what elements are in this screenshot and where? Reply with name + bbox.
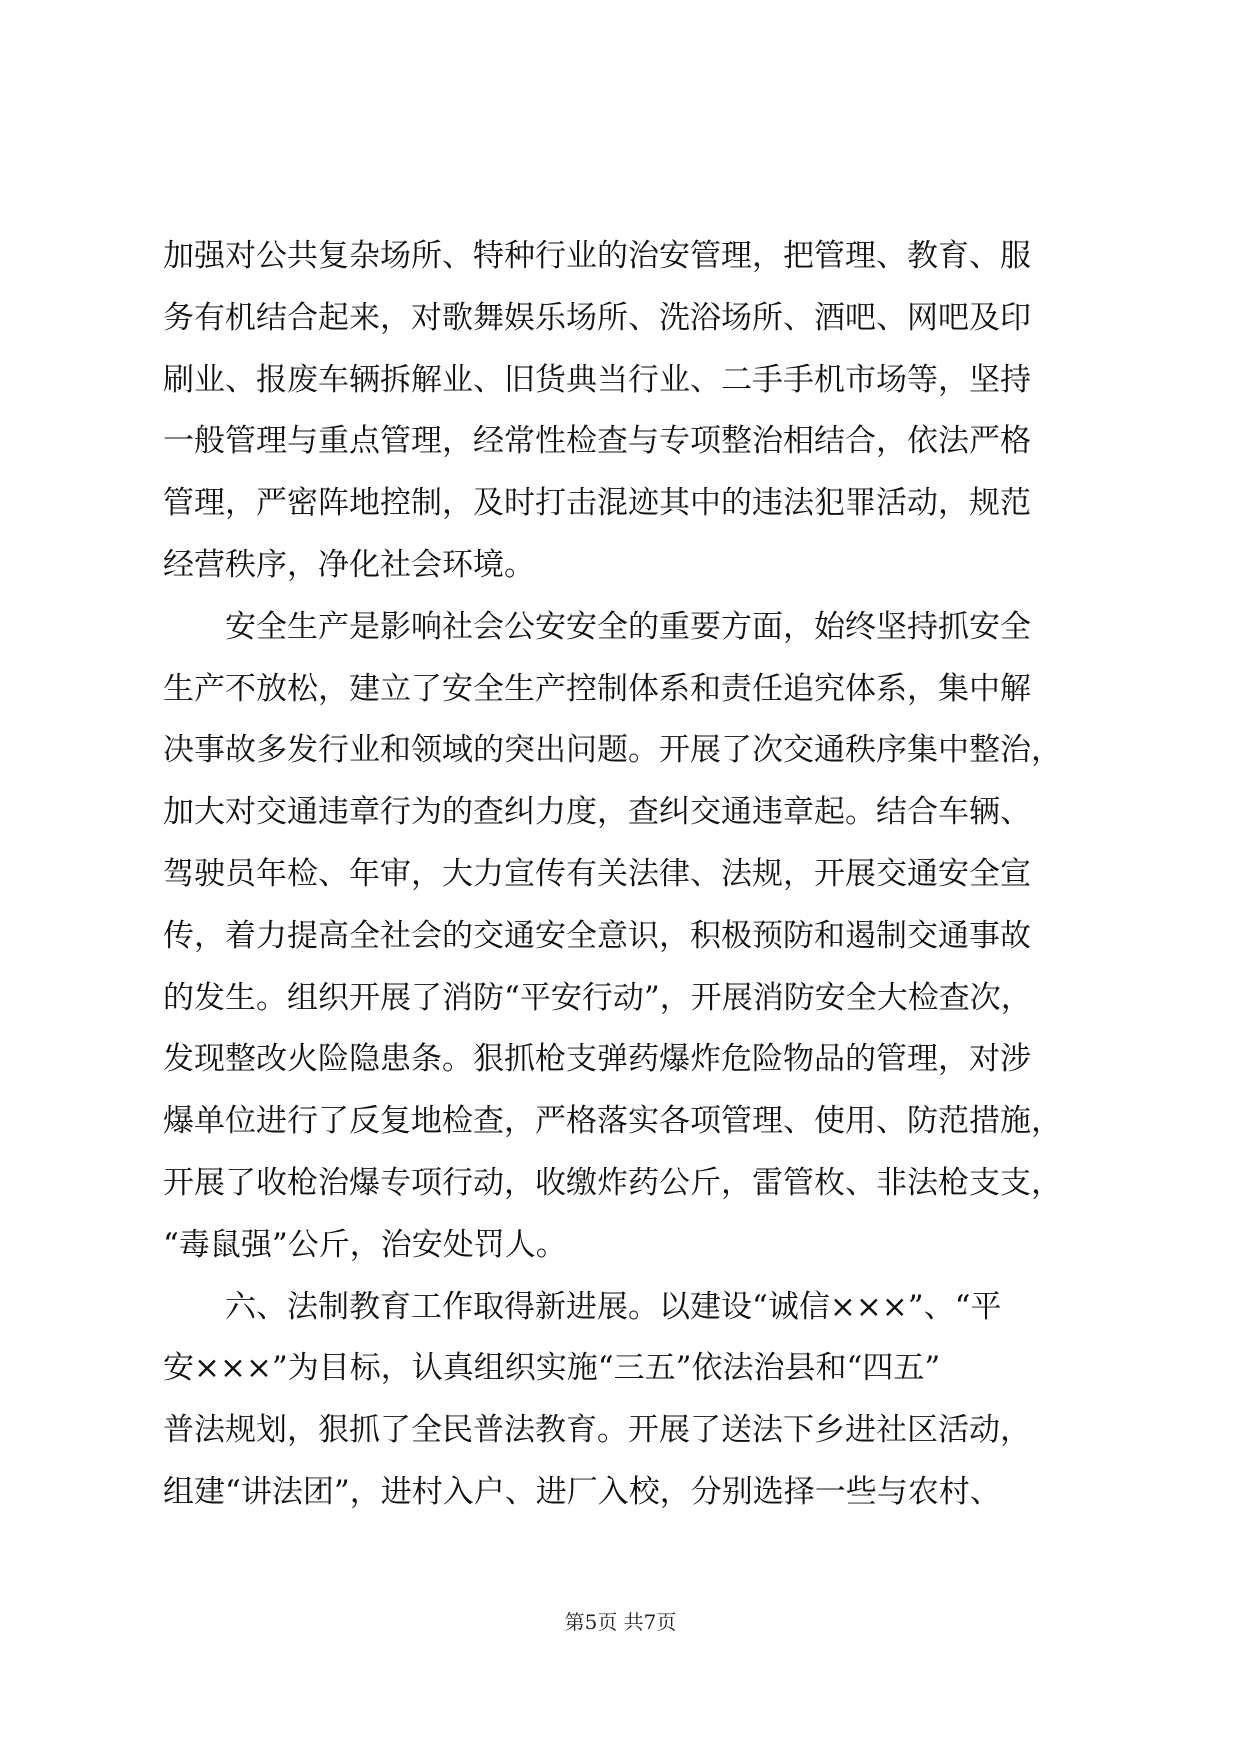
document-body: [163, 226, 1083, 1524]
paragraph-legal-education: 六、法制教育工作取得新进展。以建设“诚信×××”、“平 安×××”为目标，认真组织实施“三五”依法治县和“四五” 普法规划，狠抓了全民普法教育。开展了送法下乡进社区活动， 组建“讲法团”，进村入户、进厂入校，分别选择一些与农村、: [163, 1288, 1031, 1510]
page-number-footer: 第5页 共7页: [564, 1610, 677, 1634]
paragraph-safety-production: 安全生产是影响社会公安安全的重要方面，始终坚持抓安全 生产不放松，建立了安全生产控制体系和责任追究体系，集中解 决事故多发行业和领域的突出问题。开展了次交通秩序集中整治， 加大对交通违章行为的查纠力度，查纠交通违章起。结合车辆、 驾驶员年检、年审，大力宣传有关法律、法规，开展交通安全宣 传，着力提高全社会的交通安全意识，积极预防和遏制交通事故 的发生。组织开展了消防“平安行动”，开展消防安全大检查次， 发现整改火险隐患条。狠抓枪支弹药爆炸危险物品的管理，对涉 爆单位进行了反复地检查，严格落实各项管理、使用、防范措施， 开展了收枪治爆专项行动，收缴炸药公斤，雷管枚、非法枪支支， “毒鼠强”公斤，治安处罚人。: [163, 608, 1062, 1263]
paragraph-public-order: 加强对公共复杂场所、特种行业的治安管理，把管理、教育、服 务有机结合起来，对歌舞娱乐场所、洗浴场所、酒吧、网吧及印 刷业、报废车辆拆解业、旧货典当行业、二手手机市场等，坚持 一般管理与重点管理，经常性检查与专项整治相结合，依法严格 管理，严密阵地控制，及时打击混迹其中的违法犯罪活动，规范 经营秩序，净化社会环境。: [163, 238, 1031, 583]
